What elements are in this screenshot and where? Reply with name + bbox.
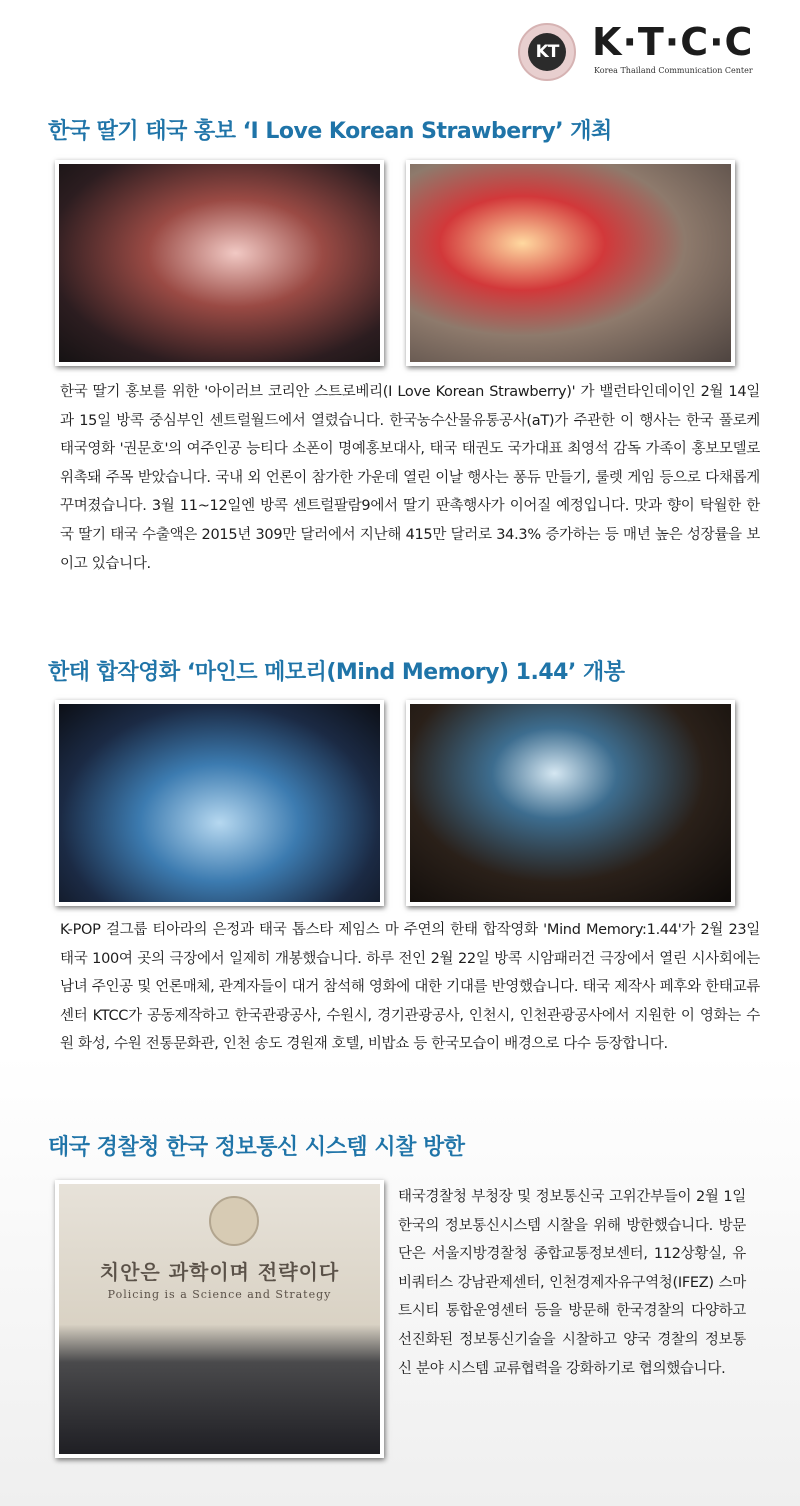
photo-caption-korean: 치안은 과학이며 전략이다 [99, 1260, 340, 1284]
logo-wordmark: K·T·C·C [592, 20, 754, 64]
logo-emblem-icon [518, 23, 576, 81]
strawberry-mascot-photo [406, 160, 735, 366]
police-emblem-icon [209, 1196, 259, 1246]
mind-memory-press-event-photo [406, 700, 735, 906]
police-delegation-photo [55, 1180, 384, 1458]
article-3-body: 태국경찰청 부청장 및 정보통신국 고위간부들이 2월 1일 한국의 정보통신시스템 시찰을 위해 방한했습니다. 방문단은 서울지방경찰청 종합교통정보센터, 112상황실, 유비쿼터스 강남관제센터, 인천경제자유구역청(IFEZ) 스마트시티 통합운영센터 등을 방문해 한국경찰의 다양하고 선진화된 정보통신기술을 시찰하고 양국 경찰의 정보통신 분야 시스템 교류협력을 강화하기로 협의했습니다. [398, 1189, 746, 1377]
article-1-body: 한국 딸기 홍보를 위한 '아이러브 코리안 스트로베리(I Love Korean Strawberry)' 가 밸런타인데이인 2월 14일과 15일 방콕 중심부인 센트럴월드에서 열렸습니다. 한국농수산물유통공사(aT)가 주관한 이 행사는 한국 풀로케 태국영화 '권문호'의 여주인공 능티다 소폰이 명예홍보대사, 태국 태권도 국가대표 최영석 감독 가족이 홍보모델로 위촉돼 주목 받았습니다. 국내 외 언론이 참가한 가운데 열린 이날 행사는 퐁듀 만들기, 룰렛 게임 등으로 다채롭게 꾸며졌습니다. 3월 11~12일엔 방콕 센트럴팔람9에서 딸기 판촉행사가 이어질 예정입니다. 맛과 향이 탁월한 한국 딸기 태국 수출액은 2015년 309만 달러에서 지난해 415만 달러로 34.3% 증가하는 등 매년 높은 성장률을 보이고 있습니다. [60, 384, 760, 572]
photo-caption-english: Policing is a Science and Strategy [107, 1288, 332, 1301]
logo-subtitle: Korea Thailand Communication Center [594, 66, 753, 75]
article-3-title: 태국 경찰청 한국 정보통신 시스템 시찰 방한 [48, 1135, 465, 1160]
ktcc-logo [518, 20, 768, 86]
logo-emblem-text: KT [528, 33, 566, 71]
article-2-body: K-POP 걸그룹 티아라의 은정과 태국 톱스타 제임스 마 주연의 한태 합작영화 'Mind Memory:1.44'가 2월 23일 태국 100여 곳의 극장에서 일제히 개봉했습니다. 하루 전인 2월 22일 방콕 시암패러건 극장에서 열린 시사회에는 남녀 주인공 및 언론매체, 관계자들이 대거 참석해 영화에 대한 기대를 반영했습니다. 태국 제작사 페후와 한태교류센터 KTCC가 공동제작하고 한국관광공사, 수원시, 경기관광공사, 인천시, 인천관광공사에서 지원한 이 영화는 수원 화성, 수원 전통문화관, 인천 송도 경원재 호텔, 비밥쇼 등 한국모습이 배경으로 다수 등장합니다. [60, 922, 760, 1053]
article-1-title: 한국 딸기 태국 홍보 ‘I Love Korean Strawberry’ 개최 [48, 119, 612, 144]
article-2-title: 한태 합작영화 ‘마인드 메모리(Mind Memory) 1.44’ 개봉 [48, 660, 625, 685]
strawberry-event-cake-photo [55, 160, 384, 366]
mind-memory-premiere-photo [55, 700, 384, 906]
